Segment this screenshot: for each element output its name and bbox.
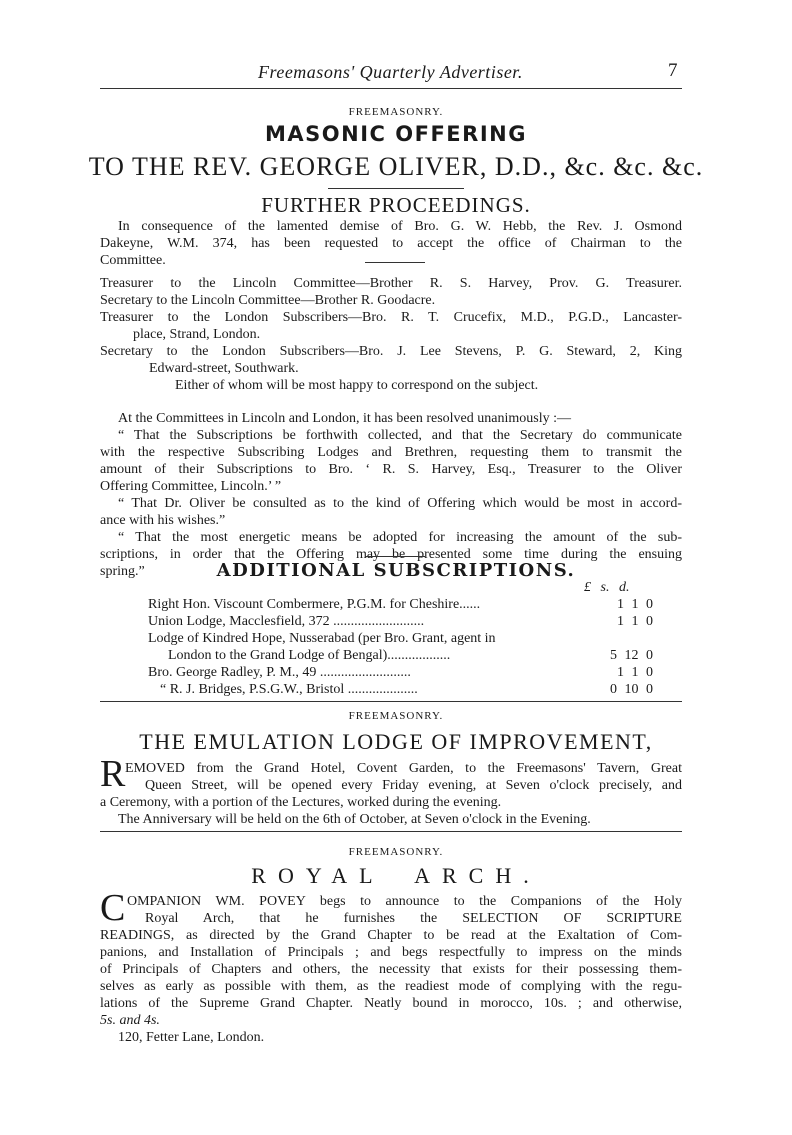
royal-arch-line: panions, and Installation of Principals ; and begs respectfully to impress on the minds xyxy=(100,945,682,960)
resolution-line: “ That Dr. Oliver be consulted as to the kind of Offering which would be most in accord- xyxy=(118,496,682,511)
royal-arch-line: 5s. and 4s. xyxy=(100,1013,160,1028)
short-rule xyxy=(365,556,425,557)
drop-cap-r: R xyxy=(100,753,126,795)
kicker-freemasonry-3: FREEMASONRY. xyxy=(348,846,444,858)
short-rule xyxy=(365,262,425,263)
resolution-line: scriptions, in order that the Offering may be presented some time during the ensuing xyxy=(100,547,682,562)
resolution-line: “ That the Subscriptions be forthwith collected, and that the Secretary do communicate xyxy=(118,428,682,443)
subscription-amount: 1 1 0 xyxy=(617,597,653,612)
header-rule xyxy=(100,88,682,89)
subscription-desc: London to the Grand Lodge of Bengal).................. xyxy=(168,648,451,663)
resolution-line: “ That the most energetic means be adopted for increasing the amount of the sub- xyxy=(118,530,682,545)
subscription-desc: Bro. George Radley, P. M., 49 .......................... xyxy=(148,665,411,680)
royal-arch-address: 120, Fetter Lane, London. xyxy=(118,1030,265,1045)
resolution-line: with the respective Subscribing Lodges and Brethren, requesting them to transmit the xyxy=(100,445,682,460)
subscription-desc: “ R. J. Bridges, P.S.G.W., Bristol .................... xyxy=(160,682,418,697)
emulation-line: Queen Street, will be opened every Friday evening, at Seven o'clock precisely, and xyxy=(145,778,682,793)
page-number: 7 xyxy=(668,60,678,81)
section-rule xyxy=(100,831,682,832)
officer-line: Edward-street, Southwark. xyxy=(149,361,299,376)
royal-arch-line: OMPANION WM. POVEY begs to announce to the Companions of the Holy xyxy=(127,894,682,909)
royal-arch-line: lations of the Supreme Grand Chapter. Neatly bound in morocco, 10s. ; and otherwise, xyxy=(100,996,682,1011)
resolution-line: ance with his wishes.” xyxy=(100,513,226,528)
officer-line: Treasurer to the London Subscribers—Bro. R. T. Crucefix, M.D., P.G.D., Lancaster- xyxy=(100,310,682,325)
subscription-desc: Right Hon. Viscount Combermere, P.G.M. for Cheshire...... xyxy=(148,597,481,612)
subscription-amount: 1 1 0 xyxy=(617,665,653,680)
officer-line: Secretary to the Lincoln Committee—Brother R. Goodacre. xyxy=(100,293,436,308)
subtitle-rule xyxy=(328,188,464,189)
running-title: Freemasons' Quarterly Advertiser. xyxy=(258,62,523,82)
royal-arch-line: READINGS, as directed by the Grand Chapter to be read at the Exaltation of Com- xyxy=(100,928,682,943)
kicker-freemasonry-1: FREEMASONRY. xyxy=(348,106,444,118)
paragraph-line: In consequence of the lamented demise of Bro. G. W. Hebb, the Rev. J. Osmond xyxy=(118,219,682,234)
paragraph-line: Dakeyne, W.M. 374, has been requested to accept the office of Chairman to the xyxy=(100,236,682,251)
royal-arch-line: selves as early as possible with them, as the readiest mode of complying with the regu- xyxy=(100,979,682,994)
masonic-offering-title: MASONIC OFFERING xyxy=(265,122,527,146)
officer-line: place, Strand, London. xyxy=(133,327,261,342)
additional-subscriptions-heading: ADDITIONAL SUBSCRIPTIONS. xyxy=(216,560,576,581)
emulation-line: The Anniversary will be held on the 6th of October, at Seven o'clock in the Evening. xyxy=(118,812,591,827)
drop-cap-c: C xyxy=(100,887,126,929)
subscription-amount: 0 10 0 xyxy=(610,682,653,697)
royal-arch-line: Royal Arch, that he furnishes the SELECTION OF SCRIPTURE xyxy=(145,911,682,926)
subscription-amount: 1 1 0 xyxy=(617,614,653,629)
subscription-desc: Lodge of Kindred Hope, Nusserabad (per Bro. Grant, agent in xyxy=(148,631,496,646)
emulation-line: a Ceremony, with a portion of the Lectures, worked during the evening. xyxy=(100,795,502,810)
officer-line: Either of whom will be most happy to correspond on the subject. xyxy=(175,378,539,393)
resolution-line: amount of their Subscriptions to Bro. ‘ R. S. Harvey, Esq., Treasurer to the Oliver xyxy=(100,462,682,477)
royal-arch-title: ROYAL ARCH. xyxy=(251,863,541,888)
officer-line: Treasurer to the Lincoln Committee—Brother R. S. Harvey, Prov. G. Treasurer. xyxy=(100,276,682,291)
resolution-line: At the Committees in Lincoln and London, it has been resolved unanimously :— xyxy=(118,411,571,426)
officer-line: Secretary to the London Subscribers—Bro. J. Lee Stevens, P. G. Steward, 2, King xyxy=(100,344,682,359)
emulation-line: EMOVED from the Grand Hotel, Covent Garden, to the Freemasons' Tavern, Great xyxy=(125,761,682,776)
currency-header: £ s. d. xyxy=(584,580,630,595)
resolution-line: spring.” xyxy=(100,564,145,579)
resolution-line: Offering Committee, Lincoln.’ ” xyxy=(100,479,282,494)
emulation-lodge-title: THE EMULATION LODGE OF IMPROVEMENT, xyxy=(139,729,653,754)
royal-arch-line: of Principals of Chapters and others, the necessity that exists for their possessing them- xyxy=(100,962,682,977)
masonic-offering-subtitle: TO THE REV. GEORGE OLIVER, D.D., &c. &c. &c. xyxy=(88,152,704,181)
paragraph-line: Committee. xyxy=(100,253,166,268)
further-proceedings-heading: FURTHER PROCEEDINGS. xyxy=(261,193,531,217)
kicker-freemasonry-2: FREEMASONRY. xyxy=(348,710,444,722)
subscription-desc: Union Lodge, Macclesfield, 372 .......................... xyxy=(148,614,425,629)
section-rule xyxy=(100,701,682,702)
subscription-amount: 5 12 0 xyxy=(610,648,653,663)
